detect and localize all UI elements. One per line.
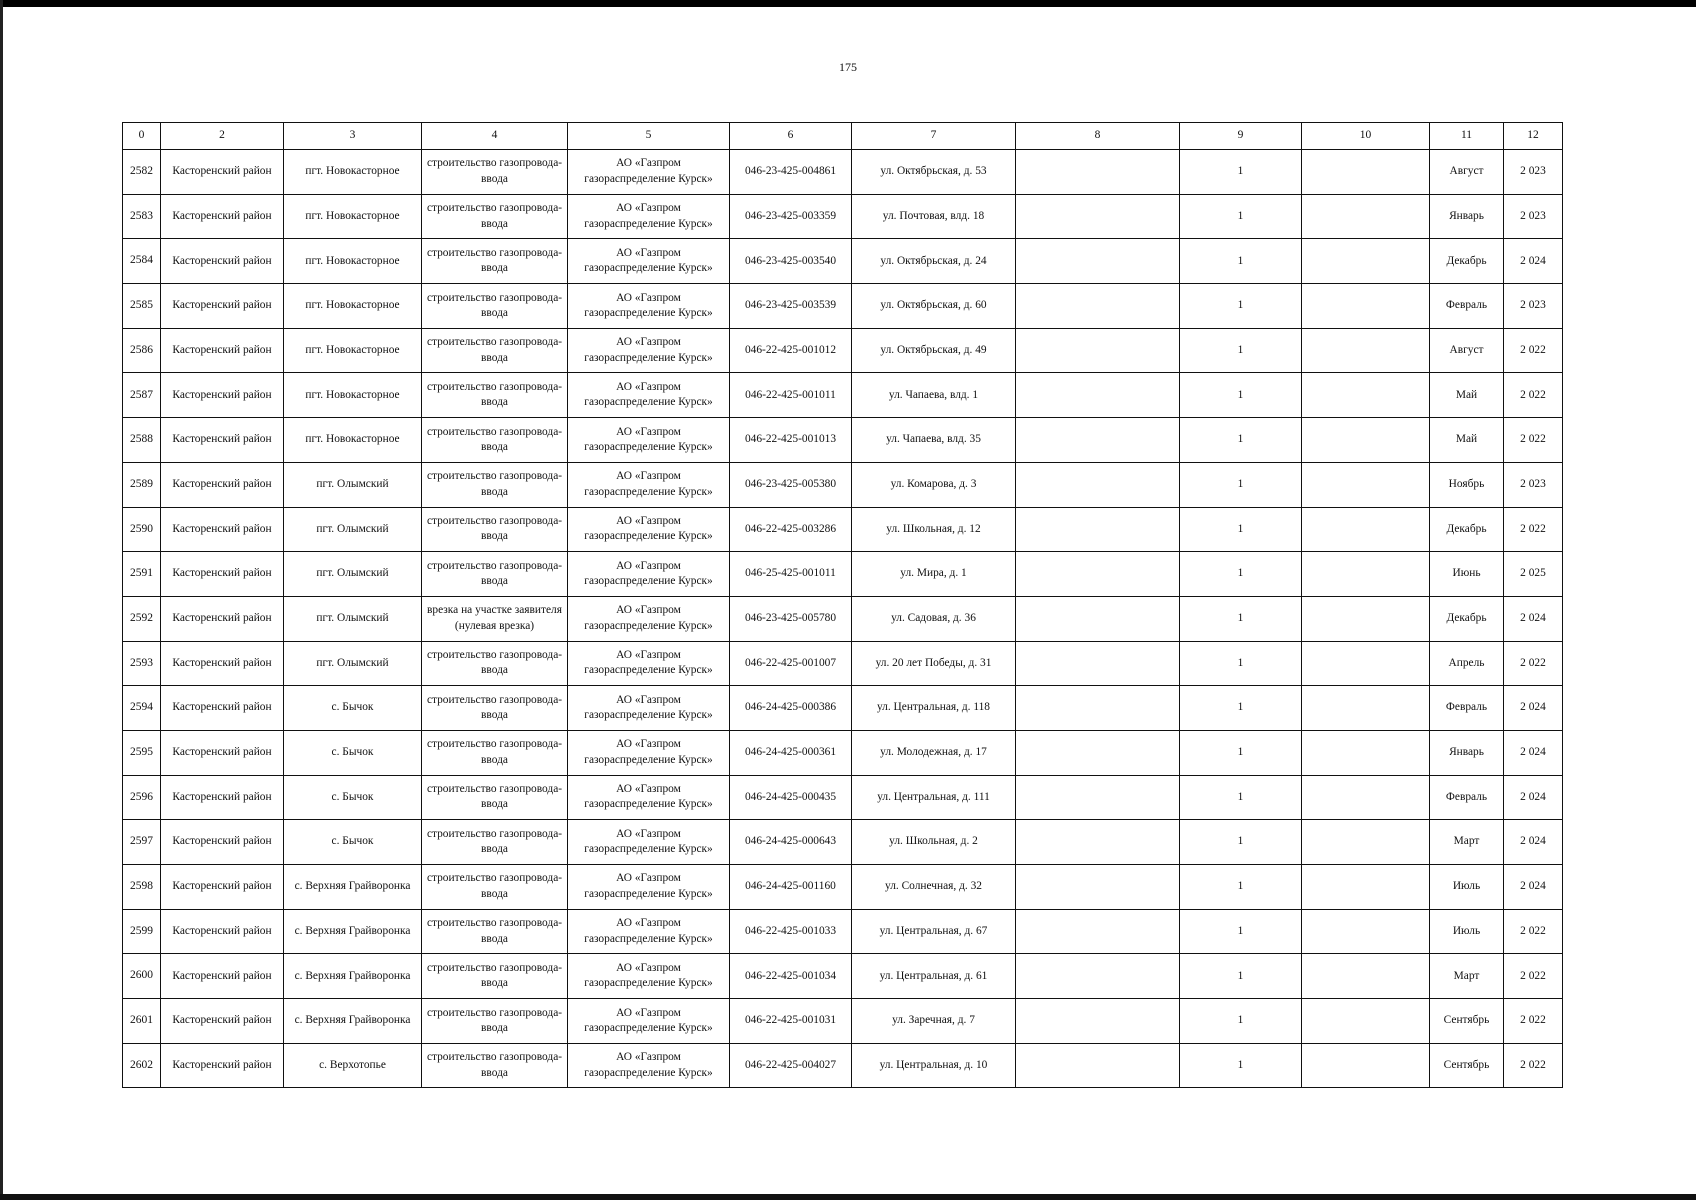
address-cell: ул. Заречная, д. 7	[852, 999, 1016, 1044]
table-row	[123, 239, 1563, 284]
column-header: 4	[422, 123, 568, 150]
month-cell: Март	[1430, 954, 1504, 999]
table-row	[123, 954, 1563, 999]
application-id-cell: 046-22-425-003286	[730, 507, 852, 552]
month-cell: Март	[1430, 820, 1504, 865]
column-10-cell	[1302, 820, 1430, 865]
row-number-cell: 2585	[123, 284, 161, 329]
column-10-cell	[1302, 418, 1430, 463]
locality-cell: с. Бычок	[284, 730, 422, 775]
district-cell: Касторенский район	[161, 373, 284, 418]
address-cell: ул. Школьная, д. 12	[852, 507, 1016, 552]
work-type-cell: строительство газопровода-ввода	[422, 1043, 568, 1088]
year-cell: 2 025	[1504, 552, 1563, 597]
district-cell: Касторенский район	[161, 150, 284, 195]
locality-cell: пгт. Новокасторное	[284, 239, 422, 284]
locality-cell: пгт. Новокасторное	[284, 284, 422, 329]
year-cell: 2 022	[1504, 641, 1563, 686]
month-cell: Август	[1430, 328, 1504, 373]
table-row	[123, 596, 1563, 641]
header-row	[123, 123, 1563, 150]
application-id-cell: 046-22-425-001013	[730, 418, 852, 463]
organization-cell: АО «Газпром газораспределение Курск»	[568, 418, 730, 463]
column-header: 9	[1180, 123, 1302, 150]
column-8-cell	[1016, 954, 1180, 999]
column-header: 0	[123, 123, 161, 150]
address-cell: ул. Октябрьская, д. 49	[852, 328, 1016, 373]
row-number-cell: 2596	[123, 775, 161, 820]
row-number-cell: 2591	[123, 552, 161, 597]
address-cell: ул. Садовая, д. 36	[852, 596, 1016, 641]
month-cell: Декабрь	[1430, 596, 1504, 641]
month-cell: Сентябрь	[1430, 999, 1504, 1044]
address-cell: ул. Мира, д. 1	[852, 552, 1016, 597]
work-type-cell: строительство газопровода-ввода	[422, 373, 568, 418]
work-type-cell: строительство газопровода-ввода	[422, 284, 568, 329]
column-10-cell	[1302, 909, 1430, 954]
locality-cell: пгт. Олымский	[284, 596, 422, 641]
district-cell: Касторенский район	[161, 418, 284, 463]
row-number-cell: 2597	[123, 820, 161, 865]
column-10-cell	[1302, 328, 1430, 373]
locality-cell: пгт. Новокасторное	[284, 418, 422, 463]
application-id-cell: 046-22-425-001033	[730, 909, 852, 954]
column-8-cell	[1016, 909, 1180, 954]
address-cell: ул. Центральная, д. 118	[852, 686, 1016, 731]
locality-cell: с. Верхняя Грайворонка	[284, 909, 422, 954]
district-cell: Касторенский район	[161, 999, 284, 1044]
quantity-cell: 1	[1180, 284, 1302, 329]
application-id-cell: 046-23-425-003359	[730, 194, 852, 239]
row-number-cell: 2602	[123, 1043, 161, 1088]
locality-cell: пгт. Новокасторное	[284, 328, 422, 373]
column-8-cell	[1016, 239, 1180, 284]
address-cell: ул. Октябрьская, д. 60	[852, 284, 1016, 329]
organization-cell: АО «Газпром газораспределение Курск»	[568, 328, 730, 373]
table-row	[123, 909, 1563, 954]
month-cell: Январь	[1430, 194, 1504, 239]
quantity-cell: 1	[1180, 328, 1302, 373]
column-8-cell	[1016, 820, 1180, 865]
application-id-cell: 046-24-425-000435	[730, 775, 852, 820]
quantity-cell: 1	[1180, 865, 1302, 910]
organization-cell: АО «Газпром газораспределение Курск»	[568, 909, 730, 954]
column-10-cell	[1302, 507, 1430, 552]
year-cell: 2 024	[1504, 820, 1563, 865]
work-type-cell: строительство газопровода-ввода	[422, 954, 568, 999]
row-number-cell: 2600	[123, 954, 161, 999]
scan-border-left	[0, 0, 3, 1200]
column-8-cell	[1016, 730, 1180, 775]
column-10-cell	[1302, 373, 1430, 418]
district-cell: Касторенский район	[161, 507, 284, 552]
district-cell: Касторенский район	[161, 328, 284, 373]
column-10-cell	[1302, 865, 1430, 910]
year-cell: 2 022	[1504, 954, 1563, 999]
organization-cell: АО «Газпром газораспределение Курск»	[568, 865, 730, 910]
year-cell: 2 022	[1504, 1043, 1563, 1088]
organization-cell: АО «Газпром газораспределение Курск»	[568, 775, 730, 820]
district-cell: Касторенский район	[161, 820, 284, 865]
application-id-cell: 046-22-425-001011	[730, 373, 852, 418]
year-cell: 2 024	[1504, 239, 1563, 284]
table-row	[123, 418, 1563, 463]
month-cell: Сентябрь	[1430, 1043, 1504, 1088]
locality-cell: с. Верхняя Грайворонка	[284, 999, 422, 1044]
row-number-cell: 2587	[123, 373, 161, 418]
application-id-cell: 046-24-425-000386	[730, 686, 852, 731]
quantity-cell: 1	[1180, 552, 1302, 597]
column-header: 2	[161, 123, 284, 150]
column-10-cell	[1302, 462, 1430, 507]
organization-cell: АО «Газпром газораспределение Курск»	[568, 284, 730, 329]
quantity-cell: 1	[1180, 150, 1302, 195]
organization-cell: АО «Газпром газораспределение Курск»	[568, 596, 730, 641]
application-id-cell: 046-23-425-005380	[730, 462, 852, 507]
row-number-cell: 2583	[123, 194, 161, 239]
address-cell: ул. Чапаева, влд. 1	[852, 373, 1016, 418]
table-row	[123, 328, 1563, 373]
row-number-cell: 2592	[123, 596, 161, 641]
scan-border-bottom	[0, 1194, 1696, 1200]
quantity-cell: 1	[1180, 373, 1302, 418]
district-cell: Касторенский район	[161, 194, 284, 239]
table-row	[123, 507, 1563, 552]
organization-cell: АО «Газпром газораспределение Курск»	[568, 373, 730, 418]
address-cell: ул. Молодежная, д. 17	[852, 730, 1016, 775]
month-cell: Ноябрь	[1430, 462, 1504, 507]
quantity-cell: 1	[1180, 686, 1302, 731]
locality-cell: с. Верхняя Грайворонка	[284, 865, 422, 910]
application-id-cell: 046-23-425-005780	[730, 596, 852, 641]
address-cell: ул. Почтовая, влд. 18	[852, 194, 1016, 239]
column-8-cell	[1016, 418, 1180, 463]
district-cell: Касторенский район	[161, 865, 284, 910]
locality-cell: пгт. Новокасторное	[284, 150, 422, 195]
organization-cell: АО «Газпром газораспределение Курск»	[568, 239, 730, 284]
column-8-cell	[1016, 596, 1180, 641]
column-8-cell	[1016, 373, 1180, 418]
row-number-cell: 2598	[123, 865, 161, 910]
row-number-cell: 2594	[123, 686, 161, 731]
quantity-cell: 1	[1180, 239, 1302, 284]
quantity-cell: 1	[1180, 418, 1302, 463]
address-cell: ул. 20 лет Победы, д. 31	[852, 641, 1016, 686]
district-cell: Касторенский район	[161, 909, 284, 954]
row-number-cell: 2586	[123, 328, 161, 373]
month-cell: Июнь	[1430, 552, 1504, 597]
address-cell: ул. Центральная, д. 111	[852, 775, 1016, 820]
year-cell: 2 022	[1504, 507, 1563, 552]
application-id-cell: 046-24-425-000643	[730, 820, 852, 865]
year-cell: 2 023	[1504, 194, 1563, 239]
application-id-cell: 046-22-425-001034	[730, 954, 852, 999]
table-row	[123, 775, 1563, 820]
work-type-cell: строительство газопровода-ввода	[422, 686, 568, 731]
organization-cell: АО «Газпром газораспределение Курск»	[568, 150, 730, 195]
application-id-cell: 046-25-425-001011	[730, 552, 852, 597]
column-10-cell	[1302, 239, 1430, 284]
district-cell: Касторенский район	[161, 284, 284, 329]
district-cell: Касторенский район	[161, 596, 284, 641]
address-cell: ул. Центральная, д. 67	[852, 909, 1016, 954]
organization-cell: АО «Газпром газораспределение Курск»	[568, 820, 730, 865]
district-cell: Касторенский район	[161, 686, 284, 731]
organization-cell: АО «Газпром газораспределение Курск»	[568, 954, 730, 999]
organization-cell: АО «Газпром газораспределение Курск»	[568, 507, 730, 552]
quantity-cell: 1	[1180, 596, 1302, 641]
table-row	[123, 730, 1563, 775]
year-cell: 2 024	[1504, 865, 1563, 910]
district-cell: Касторенский район	[161, 239, 284, 284]
column-10-cell	[1302, 641, 1430, 686]
column-10-cell	[1302, 999, 1430, 1044]
year-cell: 2 022	[1504, 418, 1563, 463]
month-cell: Февраль	[1430, 686, 1504, 731]
column-8-cell	[1016, 328, 1180, 373]
row-number-cell: 2599	[123, 909, 161, 954]
work-type-cell: строительство газопровода-ввода	[422, 909, 568, 954]
quantity-cell: 1	[1180, 462, 1302, 507]
application-id-cell: 046-24-425-000361	[730, 730, 852, 775]
column-8-cell	[1016, 865, 1180, 910]
column-header: 10	[1302, 123, 1430, 150]
address-cell: ул. Октябрьская, д. 53	[852, 150, 1016, 195]
column-10-cell	[1302, 775, 1430, 820]
scan-border-top	[0, 0, 1696, 7]
quantity-cell: 1	[1180, 820, 1302, 865]
column-header: 7	[852, 123, 1016, 150]
work-type-cell: строительство газопровода-ввода	[422, 865, 568, 910]
column-8-cell	[1016, 552, 1180, 597]
application-id-cell: 046-24-425-001160	[730, 865, 852, 910]
organization-cell: АО «Газпром газораспределение Курск»	[568, 194, 730, 239]
table-row	[123, 999, 1563, 1044]
application-id-cell: 046-22-425-001012	[730, 328, 852, 373]
organization-cell: АО «Газпром газораспределение Курск»	[568, 686, 730, 731]
locality-cell: пгт. Новокасторное	[284, 194, 422, 239]
work-type-cell: строительство газопровода-ввода	[422, 820, 568, 865]
year-cell: 2 023	[1504, 284, 1563, 329]
column-8-cell	[1016, 284, 1180, 329]
organization-cell: АО «Газпром газораспределение Курск»	[568, 462, 730, 507]
application-id-cell: 046-22-425-004027	[730, 1043, 852, 1088]
year-cell: 2 022	[1504, 999, 1563, 1044]
column-10-cell	[1302, 596, 1430, 641]
column-8-cell	[1016, 462, 1180, 507]
month-cell: Январь	[1430, 730, 1504, 775]
table-row	[123, 552, 1563, 597]
quantity-cell: 1	[1180, 999, 1302, 1044]
locality-cell: с. Бычок	[284, 686, 422, 731]
quantity-cell: 1	[1180, 641, 1302, 686]
quantity-cell: 1	[1180, 909, 1302, 954]
address-cell: ул. Школьная, д. 2	[852, 820, 1016, 865]
application-id-cell: 046-23-425-003540	[730, 239, 852, 284]
month-cell: Май	[1430, 418, 1504, 463]
page-number: 175	[839, 60, 857, 74]
locality-cell: с. Верхняя Грайворонка	[284, 954, 422, 999]
year-cell: 2 023	[1504, 150, 1563, 195]
row-number-cell: 2588	[123, 418, 161, 463]
year-cell: 2 023	[1504, 462, 1563, 507]
column-8-cell	[1016, 775, 1180, 820]
district-cell: Касторенский район	[161, 462, 284, 507]
row-number-cell: 2589	[123, 462, 161, 507]
district-cell: Касторенский район	[161, 641, 284, 686]
column-header: 8	[1016, 123, 1180, 150]
quantity-cell: 1	[1180, 194, 1302, 239]
year-cell: 2 022	[1504, 373, 1563, 418]
table-row	[123, 373, 1563, 418]
year-cell: 2 024	[1504, 775, 1563, 820]
quantity-cell: 1	[1180, 507, 1302, 552]
year-cell: 2 024	[1504, 596, 1563, 641]
column-8-cell	[1016, 194, 1180, 239]
locality-cell: с. Бычок	[284, 775, 422, 820]
month-cell: Май	[1430, 373, 1504, 418]
column-10-cell	[1302, 686, 1430, 731]
month-cell: Февраль	[1430, 284, 1504, 329]
row-number-cell: 2601	[123, 999, 161, 1044]
row-number-cell: 2593	[123, 641, 161, 686]
month-cell: Февраль	[1430, 775, 1504, 820]
column-10-cell	[1302, 552, 1430, 597]
column-8-cell	[1016, 999, 1180, 1044]
year-cell: 2 022	[1504, 909, 1563, 954]
column-8-cell	[1016, 686, 1180, 731]
district-cell: Касторенский район	[161, 552, 284, 597]
table-row	[123, 820, 1563, 865]
quantity-cell: 1	[1180, 954, 1302, 999]
address-cell: ул. Октябрьская, д. 24	[852, 239, 1016, 284]
column-10-cell	[1302, 284, 1430, 329]
column-header: 11	[1430, 123, 1504, 150]
work-type-cell: строительство газопровода-ввода	[422, 552, 568, 597]
quantity-cell: 1	[1180, 1043, 1302, 1088]
locality-cell: пгт. Олымский	[284, 552, 422, 597]
table-row	[123, 686, 1563, 731]
application-id-cell: 046-23-425-003539	[730, 284, 852, 329]
column-10-cell	[1302, 150, 1430, 195]
locality-cell: с. Верхотопье	[284, 1043, 422, 1088]
locality-cell: пгт. Олымский	[284, 462, 422, 507]
work-type-cell: строительство газопровода-ввода	[422, 239, 568, 284]
table-row	[123, 150, 1563, 195]
row-number-cell: 2584	[123, 239, 161, 284]
column-10-cell	[1302, 194, 1430, 239]
month-cell: Декабрь	[1430, 507, 1504, 552]
organization-cell: АО «Газпром газораспределение Курск»	[568, 1043, 730, 1088]
work-type-cell: строительство газопровода-ввода	[422, 730, 568, 775]
district-cell: Касторенский район	[161, 1043, 284, 1088]
column-10-cell	[1302, 730, 1430, 775]
column-header: 12	[1504, 123, 1563, 150]
locality-cell: пгт. Олымский	[284, 507, 422, 552]
organization-cell: АО «Газпром газораспределение Курск»	[568, 999, 730, 1044]
row-number-cell: 2582	[123, 150, 161, 195]
work-type-cell: строительство газопровода-ввода	[422, 418, 568, 463]
work-type-cell: строительство газопровода-ввода	[422, 194, 568, 239]
month-cell: Июль	[1430, 909, 1504, 954]
work-type-cell: врезка на участке заявителя (нулевая врезка)	[422, 596, 568, 641]
column-10-cell	[1302, 954, 1430, 999]
work-type-cell: строительство газопровода-ввода	[422, 775, 568, 820]
table-row	[123, 641, 1563, 686]
month-cell: Апрель	[1430, 641, 1504, 686]
month-cell: Август	[1430, 150, 1504, 195]
address-cell: ул. Солнечная, д. 32	[852, 865, 1016, 910]
district-cell: Касторенский район	[161, 954, 284, 999]
month-cell: Июль	[1430, 865, 1504, 910]
application-id-cell: 046-22-425-001007	[730, 641, 852, 686]
work-type-cell: строительство газопровода-ввода	[422, 150, 568, 195]
locality-cell: с. Бычок	[284, 820, 422, 865]
column-8-cell	[1016, 507, 1180, 552]
address-cell: ул. Центральная, д. 10	[852, 1043, 1016, 1088]
organization-cell: АО «Газпром газораспределение Курск»	[568, 641, 730, 686]
column-8-cell	[1016, 150, 1180, 195]
table-row	[123, 284, 1563, 329]
address-cell: ул. Комарова, д. 3	[852, 462, 1016, 507]
table-row	[123, 194, 1563, 239]
column-8-cell	[1016, 641, 1180, 686]
year-cell: 2 024	[1504, 730, 1563, 775]
address-cell: ул. Чапаева, влд. 35	[852, 418, 1016, 463]
column-header: 3	[284, 123, 422, 150]
row-number-cell: 2590	[123, 507, 161, 552]
table-row	[123, 1043, 1563, 1088]
year-cell: 2 022	[1504, 328, 1563, 373]
work-type-cell: строительство газопровода-ввода	[422, 999, 568, 1044]
quantity-cell: 1	[1180, 775, 1302, 820]
work-type-cell: строительство газопровода-ввода	[422, 462, 568, 507]
work-type-cell: строительство газопровода-ввода	[422, 641, 568, 686]
organization-cell: АО «Газпром газораспределение Курск»	[568, 552, 730, 597]
year-cell: 2 024	[1504, 686, 1563, 731]
quantity-cell: 1	[1180, 730, 1302, 775]
column-header: 6	[730, 123, 852, 150]
column-header: 5	[568, 123, 730, 150]
register-table	[122, 122, 1563, 1088]
column-10-cell	[1302, 1043, 1430, 1088]
organization-cell: АО «Газпром газораспределение Курск»	[568, 730, 730, 775]
district-cell: Касторенский район	[161, 730, 284, 775]
address-cell: ул. Центральная, д. 61	[852, 954, 1016, 999]
table-row	[123, 462, 1563, 507]
table-body	[123, 150, 1563, 1088]
application-id-cell: 046-23-425-004861	[730, 150, 852, 195]
table-row	[123, 865, 1563, 910]
month-cell: Декабрь	[1430, 239, 1504, 284]
work-type-cell: строительство газопровода-ввода	[422, 507, 568, 552]
row-number-cell: 2595	[123, 730, 161, 775]
district-cell: Касторенский район	[161, 775, 284, 820]
work-type-cell: строительство газопровода-ввода	[422, 328, 568, 373]
locality-cell: пгт. Новокасторное	[284, 373, 422, 418]
application-id-cell: 046-22-425-001031	[730, 999, 852, 1044]
column-8-cell	[1016, 1043, 1180, 1088]
locality-cell: пгт. Олымский	[284, 641, 422, 686]
